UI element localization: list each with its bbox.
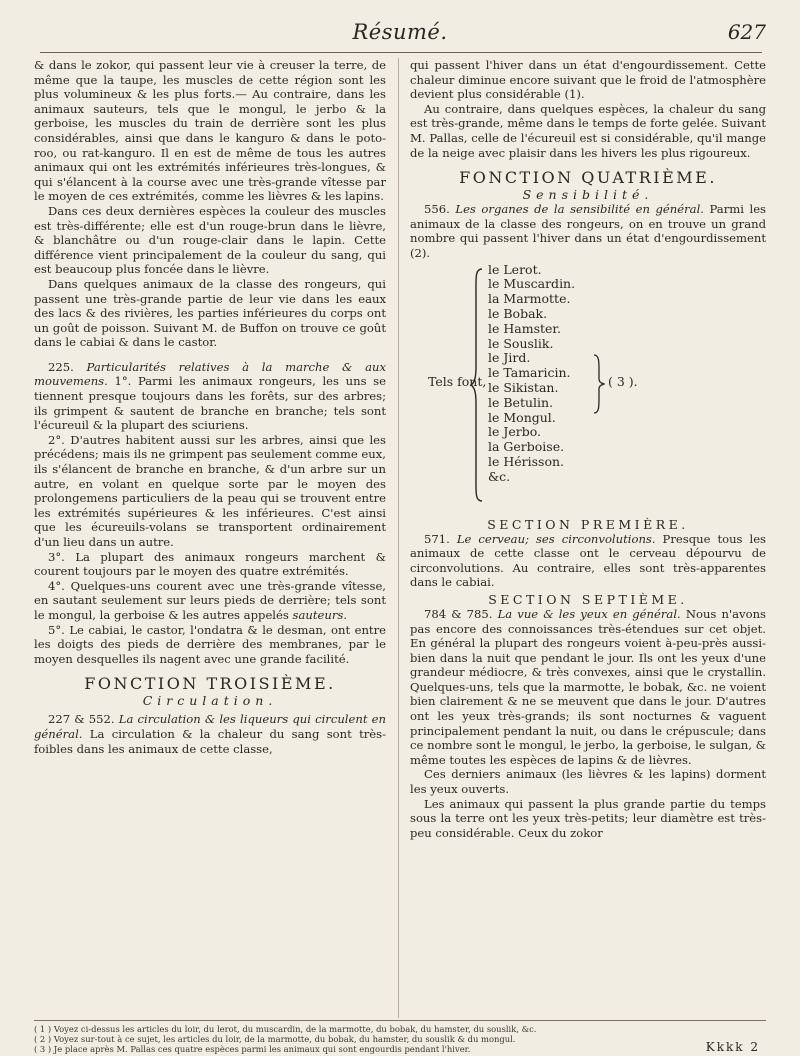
list-item: le Hérisson. [488,453,565,469]
left-column [34,58,386,756]
paragraph: 3°. La plupart des animaux rongeurs marchent & courent toujours par le moyen des quatre extrémités. [34,549,386,579]
list-item: le Bobak. [488,305,548,321]
list-item: le Hamster. [488,320,561,336]
list-item: le Tamaricin. [488,365,571,381]
big-brace-icon [470,267,484,503]
small-brace-icon [593,353,605,415]
fonction-3-subheading: Circulation. [142,693,278,709]
signature-mark: Kkkk 2 [705,1040,760,1054]
list-item: le Souslik. [488,335,554,351]
paragraph: Dans quelques animaux de la classe des rongeurs, qui passent une très-grande partie de leur vie dans les eaux des lacs & des rivières, les parties inférieures du corps ont un goût de poisson. Suivant M. de Buffon on trouve ce goût dans le cabiai & dans le castor. [34,276,386,350]
article-text: Presque tous les animaux de cette classe ont le cerveau dépourvu de circonvolutions. Au contraire, elles sont très-apparentes dans le cabiai. [410,531,767,590]
article-number: 225. [48,359,74,374]
article-number: 227 & 552. [48,712,115,727]
section-7-heading: SECTION SEPTIÈME. [488,591,688,607]
paragraph: & dans le zokor, qui passent leur vie à creuser la terre, de même que la taupe, les muscles de cette région sont les plus volumineux & les plus forts.— Au contraire, dans les animaux sauteurs, tels que le mongul, le jerbo & la gerboise, les muscles du train de derrière sont les plus considérables, ainsi que dans le kanguro & dans le poto-roo, ou rat-kanguro. Il en est de même de tous les autres animaux qui ont les extrémités inférieures très-longues, & qui s'élancent à la course avec une très-grande vîtesse par le moyen de ces extrémités, comme les lièvres & les lapins. [34,58,386,204]
fonction-3-heading: FONCTION TROISIÈME. [84,674,336,694]
list-item: &c. [488,468,511,484]
paragraph-225 [34,360,386,433]
list-item: le Jird. [488,350,531,366]
header-rule [40,52,762,53]
right-column [410,58,766,840]
paragraph-556 [410,202,766,260]
paragraph: Dans ces deux dernières espèces la couleur des muscles est très-différente; elle est d'un rouge-brun dans le lièvre, & blanchâtre ou d'un rouge-clair dans le lapin. Cette différence vient principalement de la couleur du sang, qui est beaucoup plus foncée dans le lièvre. [34,203,386,277]
footnote-ref: ( 3 ). [608,373,638,389]
list-item: le Betulin. [488,394,554,410]
italic-term: sauteurs. [292,607,348,622]
fonction-4-subheading: Sensibilité. [522,187,654,203]
paragraph [34,579,386,623]
paragraph-571 [410,532,766,590]
article-heading: La circulation & les liqueurs qui circulent en général. [34,712,386,741]
species-list-block [410,263,766,513]
list-item: la Gerboise. [488,439,565,455]
paragraph: qui passent l'hiver dans un état d'engourdissement. Cette chaleur diminue encore suivant que le froid de l'atmosphère devient plus considérable (1). [410,58,766,102]
footnotes [34,1020,766,1054]
page-number: 627 [727,20,766,44]
paragraph: 5°. Le cabiai, le castor, l'ondatra & le desman, ont entre les doigts des pieds de derrière des membranes, par le moyen desquelles ils nagent avec une grande facilité. [34,622,386,666]
article-heading: La vue & les yeux en général. [497,606,681,621]
article-heading: Particularités relatives à la marche & aux mouvemens. [34,359,386,389]
footnote-1: ( 1 ) Voyez ci-dessus les articles du loir, du lerot, du muscardin, de la marmotte, du bobak, du hamster, du souslik, &c. [34,1024,537,1034]
running-title: Résumé. [352,20,448,44]
tels-label: Tels font, [428,373,487,389]
article-heading: Les organes de la sensibilité en général. [455,202,704,217]
list-item: le Muscardin. [488,276,576,292]
paragraph: 2°. D'autres habitent aussi sur les arbres, ainsi que les précédens; mais ils ne grimpent pas seulement comme eux, ils s'élancent de branche en branche, & d'un arbre sur un autre, en volant en quelque sorte par le moyen des prolongemens particuliers de la peau qui se trouvent entre les extrémités supérieures & les inférieures. C'est ainsi que les écureuils-volans se transportent ordinairement d'un lieu dans un autre. [34,432,386,549]
section-1-heading: SECTION PREMIÈRE. [487,516,689,532]
paragraph-784 [410,607,766,768]
footnote-3: ( 3 ) Je place après M. Pallas ces quatre espèces parmi les animaux qui sont engourdis pendant l'hiver. [34,1044,471,1054]
list-item: le Sikistan. [488,379,559,395]
list-item: le Mongul. [488,409,556,425]
footnote-2: ( 2 ) Voyez sur-tout à ce sujet, les articles du loir, de la marmotte, du bobak, du hamster, du souslik & du mongul. [34,1034,516,1044]
paragraph: Au contraire, dans quelques espèces, la chaleur du sang est très-grande, même dans le temps de forte gelée. Suivant M. Pallas, celle de l'écureuil est si considérable, qu'il mange de la neige avec plaisir dans les hivers les plus rigoureux. [410,101,766,160]
article-number: 784 & 785. [424,606,493,621]
article-heading: Le cerveau; ses circonvolutions. [456,531,656,546]
article-text: Parmi les animaux de la classe des rongeurs, on en trouve un grand nombre qui passent l'hiver dans un état d'engourdissement (2). [410,202,767,260]
paragraph-227 [34,712,386,756]
article-text: Nous n'avons pas encore des connoissances très-étendues sur cet objet. En général la plupart des rongeurs voient à-peu-près aussi-bien dans la nuit que pendant le jour. Ils ont les yeux d'une grandeur médiocre, & très convexes, ainsi que le crystallin. Quelques-uns, tels que la marmotte, le bobak, &c. ne voient bien clairement & ne se meuvent que dans le jour. D'autres ont les yeux très-grands; ils sont nocturnes & vaguent principalement pendant la nuit, ou dans le crépuscule; dans ce nombre sont le mongul, le jerbo, la gerboise, le sulgan, & même toutes les espèces de lapins & de lièvres. [410,606,766,767]
paragraph: Les animaux qui passent la plus grande partie du temps sous la terre ont les yeux très-petits; leur diamètre est très-peu considérable. Ceux du zokor [410,796,766,840]
species-list [488,263,575,485]
list-item: le Lerot. [488,261,542,277]
paragraph-text: 4°. Quelques-uns courent avec une très-grande vîtesse, en sautant seulement sur leurs pieds de derrière; tels sont le mongul, la gerboise & les autres appelés [34,578,386,622]
column-divider [398,58,399,1018]
article-number: 556. [424,202,450,217]
article-text: 1°. Parmi les animaux rongeurs, les uns se tiennent presque toujours dans les forêts, sur des arbres; ils grimpent & sautent de branche en branche; tels sont l'écureuil & la plupart des sciuriens. [34,374,386,433]
paragraph: Ces derniers animaux (les lièvres & les lapins) dorment les yeux ouverts. [410,767,766,797]
article-number: 571. [424,531,450,546]
article-text: La circulation & la chaleur du sang sont très-foibles dans les animaux de cette classe, [34,726,386,756]
list-item: la Marmotte. [488,291,571,307]
fonction-4-heading: FONCTION QUATRIÈME. [459,168,717,188]
list-item: le Jerbo. [488,424,542,440]
